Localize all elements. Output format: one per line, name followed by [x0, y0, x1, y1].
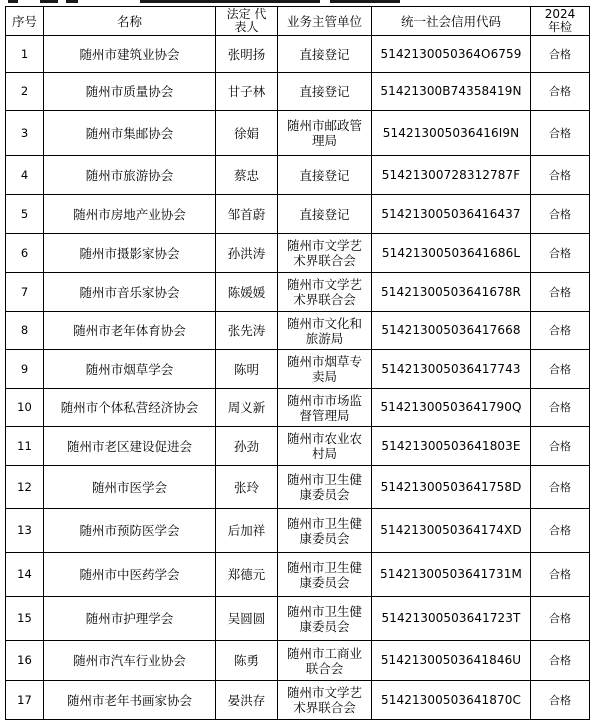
row-dept-line1: 随州市卫生健 — [286, 603, 362, 619]
row-credit-code: 514213005036417668 — [372, 312, 531, 350]
row-index: 15 — [6, 597, 44, 641]
row-index: 10 — [6, 389, 44, 427]
row-dept-line2: 术界联合会 — [293, 253, 356, 268]
row-representative: 陈勇 — [216, 641, 278, 681]
table-row — [6, 641, 590, 681]
row-dept-line1: 直接登记 — [299, 46, 350, 62]
row-name: 随州市护理学会 — [44, 597, 216, 641]
row-dept-line1: 随州市文学艺 — [286, 685, 362, 700]
row-index: 13 — [6, 509, 44, 553]
row-representative: 陈媛媛 — [216, 273, 278, 312]
row-credit-code: 514213005036417743 — [372, 350, 531, 389]
row-representative: 陈明 — [216, 350, 278, 389]
row-check-result: 合格 — [531, 681, 590, 720]
row-check-result: 合格 — [531, 641, 590, 681]
row-dept-line2: 康委员会 — [299, 618, 350, 634]
row-credit-code: 51421300728312787F — [372, 156, 531, 195]
row-representative: 孙洪涛 — [216, 234, 278, 273]
row-dept — [278, 36, 372, 73]
row-name: 随州市汽车行业协会 — [44, 641, 216, 681]
row-dept — [278, 156, 372, 195]
row-name: 随州市老区建设促进会 — [44, 427, 216, 466]
row-dept-line1: 直接登记 — [299, 84, 350, 99]
row-dept-line1: 随州市卫生健 — [286, 472, 362, 487]
table-row — [6, 681, 590, 720]
row-credit-code: 51421300503641678R — [372, 273, 531, 312]
row-check-result: 合格 — [531, 111, 590, 156]
row-representative: 张明扬 — [216, 36, 278, 73]
row-dept — [278, 111, 372, 156]
row-dept — [278, 234, 372, 273]
header-representative — [216, 7, 278, 36]
row-check-result: 合格 — [531, 597, 590, 641]
row-index: 1 — [6, 36, 44, 73]
row-dept — [278, 312, 372, 350]
cropped-glyph — [40, 0, 58, 3]
row-index: 7 — [6, 273, 44, 312]
row-dept — [278, 681, 372, 720]
row-name: 随州市老年体育协会 — [44, 312, 216, 350]
row-name: 随州市摄影家协会 — [44, 234, 216, 273]
header-rep-line2: 表人 — [234, 20, 259, 34]
table-row — [6, 466, 590, 509]
row-dept — [278, 553, 372, 597]
table-row — [6, 509, 590, 553]
row-check-result: 合格 — [531, 389, 590, 427]
row-index: 12 — [6, 466, 44, 509]
row-index: 8 — [6, 312, 44, 350]
row-check-result: 合格 — [531, 36, 590, 73]
row-name: 随州市老年书画家协会 — [44, 681, 216, 720]
row-index: 14 — [6, 553, 44, 597]
table-header-row — [6, 7, 590, 36]
row-representative: 徐娟 — [216, 111, 278, 156]
row-dept-line2: 卖局 — [311, 369, 337, 384]
row-dept-line2: 村局 — [311, 446, 337, 461]
row-name: 随州市个体私营经济协会 — [44, 389, 216, 427]
cropped-glyph — [330, 0, 400, 3]
row-name: 随州市预防医学会 — [44, 509, 216, 553]
row-name: 随州市质量协会 — [44, 73, 216, 111]
row-credit-code: 514213005036416I9N — [372, 111, 531, 156]
row-dept — [278, 389, 372, 427]
row-dept — [278, 466, 372, 509]
row-check-result: 合格 — [531, 195, 590, 234]
table-row — [6, 350, 590, 389]
row-dept-line1: 随州市烟草专 — [286, 354, 362, 369]
row-dept-line1: 随州市文学艺 — [286, 238, 362, 253]
header-dept: 业务主管单位 — [278, 7, 372, 36]
row-check-result: 合格 — [531, 553, 590, 597]
row-check-result: 合格 — [531, 427, 590, 466]
row-index: 16 — [6, 641, 44, 681]
row-index: 2 — [6, 73, 44, 111]
row-representative: 甘子林 — [216, 73, 278, 111]
row-check-result: 合格 — [531, 156, 590, 195]
table-row — [6, 195, 590, 234]
row-credit-code: 51421300503641686L — [372, 234, 531, 273]
table-row — [6, 273, 590, 312]
header-rep-line1: 法定 代 — [226, 7, 267, 21]
row-dept — [278, 195, 372, 234]
row-representative: 邹首蔚 — [216, 195, 278, 234]
row-dept-line1: 随州市邮政管 — [286, 118, 362, 133]
row-representative: 郑德元 — [216, 553, 278, 597]
row-dept-line1: 随州市文化和 — [286, 315, 362, 331]
row-index: 17 — [6, 681, 44, 720]
table-row — [6, 73, 590, 111]
row-check-result: 合格 — [531, 466, 590, 509]
table-row — [6, 389, 590, 427]
registration-table — [5, 6, 590, 720]
row-name: 随州市音乐家协会 — [44, 273, 216, 312]
row-dept — [278, 509, 372, 553]
row-check-result: 合格 — [531, 234, 590, 273]
row-name: 随州市中医药学会 — [44, 553, 216, 597]
row-credit-code: 51421300503641846U — [372, 641, 531, 681]
row-representative: 张玲 — [216, 466, 278, 509]
header-check-line1: 2024 — [544, 7, 576, 21]
row-credit-code: 51421300B74358419N — [372, 73, 531, 111]
row-dept-line1: 随州市农业农 — [286, 431, 362, 446]
row-index: 9 — [6, 350, 44, 389]
row-credit-code: 51421300503641723T — [372, 597, 531, 641]
row-check-result: 合格 — [531, 73, 590, 111]
header-annual-check — [531, 7, 590, 36]
row-name: 随州市医学会 — [44, 466, 216, 509]
row-name: 随州市集邮协会 — [44, 111, 216, 156]
row-check-result: 合格 — [531, 273, 590, 312]
row-index: 4 — [6, 156, 44, 195]
row-dept-line2: 联合会 — [305, 660, 344, 676]
table-row — [6, 312, 590, 350]
row-name: 随州市烟草学会 — [44, 350, 216, 389]
row-dept-line2: 旅游局 — [305, 330, 344, 346]
row-index: 6 — [6, 234, 44, 273]
row-representative: 张先涛 — [216, 312, 278, 350]
row-credit-code: 51421300503641803E — [372, 427, 531, 466]
row-name: 随州市旅游协会 — [44, 156, 216, 195]
table-row — [6, 234, 590, 273]
row-credit-code: 514213005036416437 — [372, 195, 531, 234]
row-representative: 晏洪存 — [216, 681, 278, 720]
table-row — [6, 597, 590, 641]
row-representative: 孙劲 — [216, 427, 278, 466]
row-dept — [278, 273, 372, 312]
row-credit-code: 5142130050364174XD — [372, 509, 531, 553]
row-credit-code: 51421300503641731M — [372, 553, 531, 597]
row-index: 3 — [6, 111, 44, 156]
row-dept-line2: 康委员会 — [299, 530, 350, 546]
row-index: 11 — [6, 427, 44, 466]
row-dept — [278, 597, 372, 641]
header-code: 统一社会信用代码 — [372, 7, 531, 36]
row-dept — [278, 427, 372, 466]
header-name: 名称 — [44, 7, 216, 36]
row-name: 随州市建筑业协会 — [44, 36, 216, 73]
table-row — [6, 111, 590, 156]
row-dept-line1: 随州市工商业 — [286, 645, 362, 661]
row-credit-code: 51421300503641870C — [372, 681, 531, 720]
row-dept-line2: 康委员会 — [299, 574, 350, 590]
row-check-result: 合格 — [531, 312, 590, 350]
row-dept — [278, 73, 372, 111]
row-representative: 吴圆圆 — [216, 597, 278, 641]
cropped-glyph — [66, 0, 78, 3]
row-dept-line2: 康委员会 — [299, 487, 350, 502]
row-check-result: 合格 — [531, 350, 590, 389]
row-name: 随州市房地产业协会 — [44, 195, 216, 234]
row-dept-line1: 随州市文学艺 — [286, 277, 362, 292]
row-check-result: 合格 — [531, 509, 590, 553]
row-dept-line2: 术界联合会 — [293, 292, 356, 307]
row-index: 5 — [6, 195, 44, 234]
cropped-glyph — [140, 0, 320, 3]
row-dept-line2: 督管理局 — [299, 407, 350, 423]
row-representative: 后加祥 — [216, 509, 278, 553]
row-representative: 周义新 — [216, 389, 278, 427]
row-dept — [278, 350, 372, 389]
row-credit-code: 51421300503641758D — [372, 466, 531, 509]
header-check-line2: 年检 — [547, 20, 572, 34]
row-dept — [278, 641, 372, 681]
row-dept-line1: 直接登记 — [299, 206, 350, 222]
table-row — [6, 36, 590, 73]
row-dept-line1: 随州市卫生健 — [286, 559, 362, 575]
row-dept-line2: 术界联合会 — [293, 700, 356, 715]
row-credit-code: 51421300503641790Q — [372, 389, 531, 427]
table-row — [6, 553, 590, 597]
row-representative: 蔡忠 — [216, 156, 278, 195]
table-row — [6, 156, 590, 195]
row-dept-line1: 随州市市场监 — [286, 392, 362, 408]
table-row — [6, 427, 590, 466]
row-dept-line1: 随州市卫生健 — [286, 515, 362, 531]
cropped-glyph — [8, 0, 18, 3]
header-index: 序号 — [6, 7, 44, 36]
row-dept-line1: 直接登记 — [299, 167, 350, 183]
row-dept-line2: 理局 — [311, 133, 337, 148]
row-credit-code: 5142130050364O6759 — [372, 36, 531, 73]
